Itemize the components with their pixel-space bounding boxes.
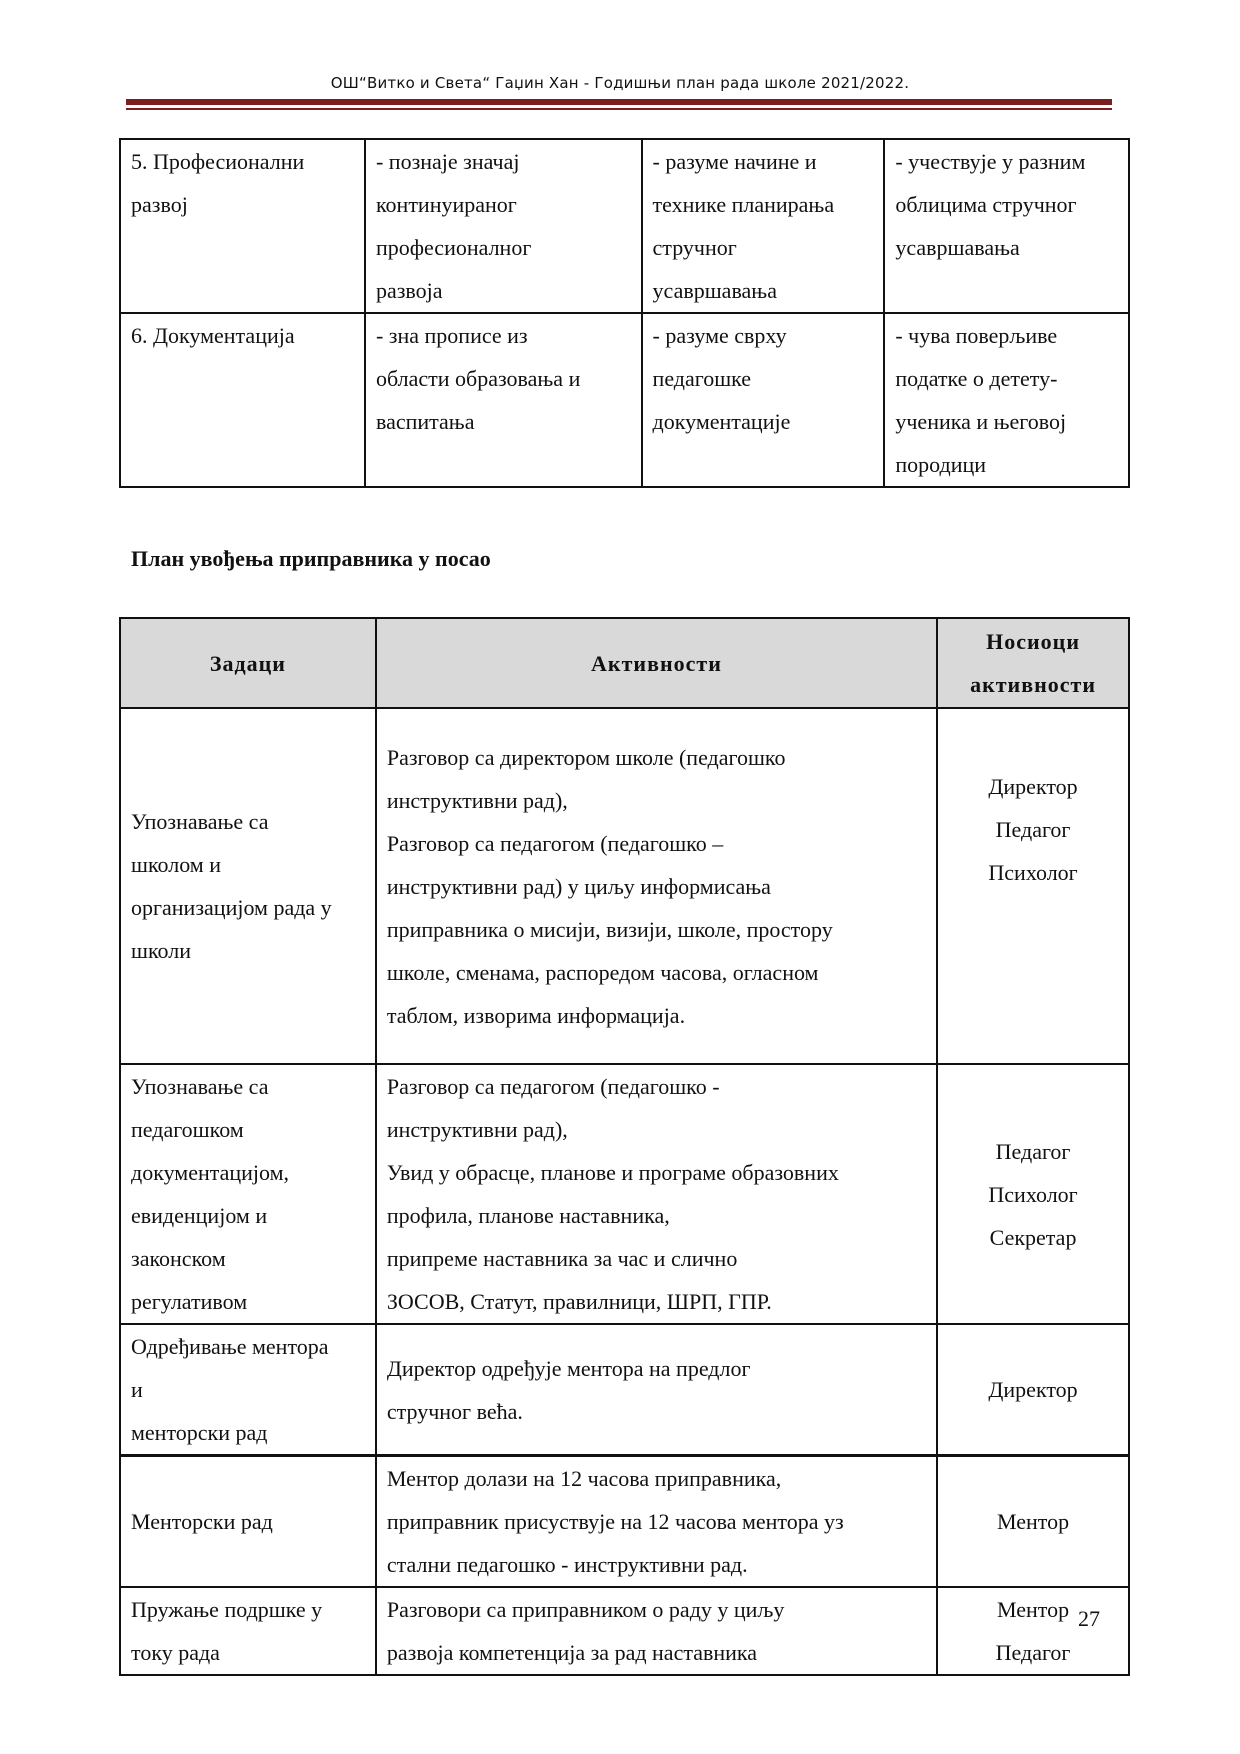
holders-cell: Директор (937, 1324, 1129, 1456)
task-cell: Одређивање ментора и менторски рад (120, 1324, 376, 1456)
activity-cell: Разговор са педагогом (педагошко - инструктивни рад), Увид у обрасце, планове и програме образовних профила, планове наставника, припреме наставника за час и слично ЗОСОВ, Статут, правилници, ШРП, ГПР. (376, 1064, 937, 1324)
table-row (120, 1324, 1129, 1456)
activity-cell: Разговори са приправником о раду у циљу развоја компетенција за рад наставника (376, 1587, 937, 1675)
holders-cell: Директор Педагог Психолог (937, 708, 1129, 1064)
header-rule-thick (126, 99, 1112, 105)
table-row (120, 139, 1129, 313)
knows-cell: - познаје значај континуираног професионалног развоја (365, 139, 642, 313)
header-tasks: Задаци (120, 618, 376, 708)
does-cell: - чува поверљиве податке о детету- ученика и његовој породици (884, 313, 1129, 487)
activity-cell: Ментор долази на 12 часова приправника, приправник присуствује на 12 часова ментора уз стални педагошко - инструктивни рад. (376, 1456, 937, 1588)
holders-cell: Педагог Психолог Секретар (937, 1064, 1129, 1324)
understands-cell: - разуме начине и технике планирања стручног усавршавања (642, 139, 885, 313)
task-cell: Упознавање са школом и организацијом рада у школи (120, 708, 376, 1064)
table-row (120, 708, 1129, 1064)
activity-cell: Разговор са директором школе (педагошко инструктивни рад), Разговор са педагогом (педагошко – инструктивни рад) у циљу информисања приправника о мисији, визији, школе, простору школе, сменама, распоредом часова, огласном таблом, изворима информација. (376, 708, 937, 1064)
understands-cell: - разуме сврху педагошке документације (642, 313, 885, 487)
task-cell: Менторски рад (120, 1456, 376, 1588)
holders-cell: Ментор (937, 1456, 1129, 1588)
header-activities: Активности (376, 618, 937, 708)
table-row (120, 1064, 1129, 1324)
header-rule-thin (126, 108, 1112, 110)
task-cell: Пружање подршке у току рада (120, 1587, 376, 1675)
table-header-row (120, 618, 1129, 708)
section-title: План увођења приправника у посао (131, 546, 491, 571)
page-number: 27 (1078, 1606, 1100, 1631)
table-row (120, 1587, 1129, 1675)
holders-cell: Ментор Педагог (937, 1587, 1129, 1675)
document-header: ОШ“Витко и Света“ Гаџин Хан - Годишњи план рада школе 2021/2022. (330, 74, 910, 92)
header-holders: Носиоци активности (937, 618, 1129, 708)
knows-cell: - зна прописе из области образовања и васпитања (365, 313, 642, 487)
activity-cell: Директор одређује ментора на предлог стручног већа. (376, 1324, 937, 1456)
competence-area-cell: 6. Документација (120, 313, 365, 487)
competence-table (119, 138, 1130, 488)
table-row (120, 1456, 1129, 1588)
intern-plan-table (119, 617, 1130, 1676)
table-row (120, 313, 1129, 487)
task-cell: Упознавање са педагошком документацијом, евиденцијом и законском регулативом (120, 1064, 376, 1324)
does-cell: - учествује у разним облицима стручног усавршавања (884, 139, 1129, 313)
competence-area-cell: 5. Професионални развој (120, 139, 365, 313)
